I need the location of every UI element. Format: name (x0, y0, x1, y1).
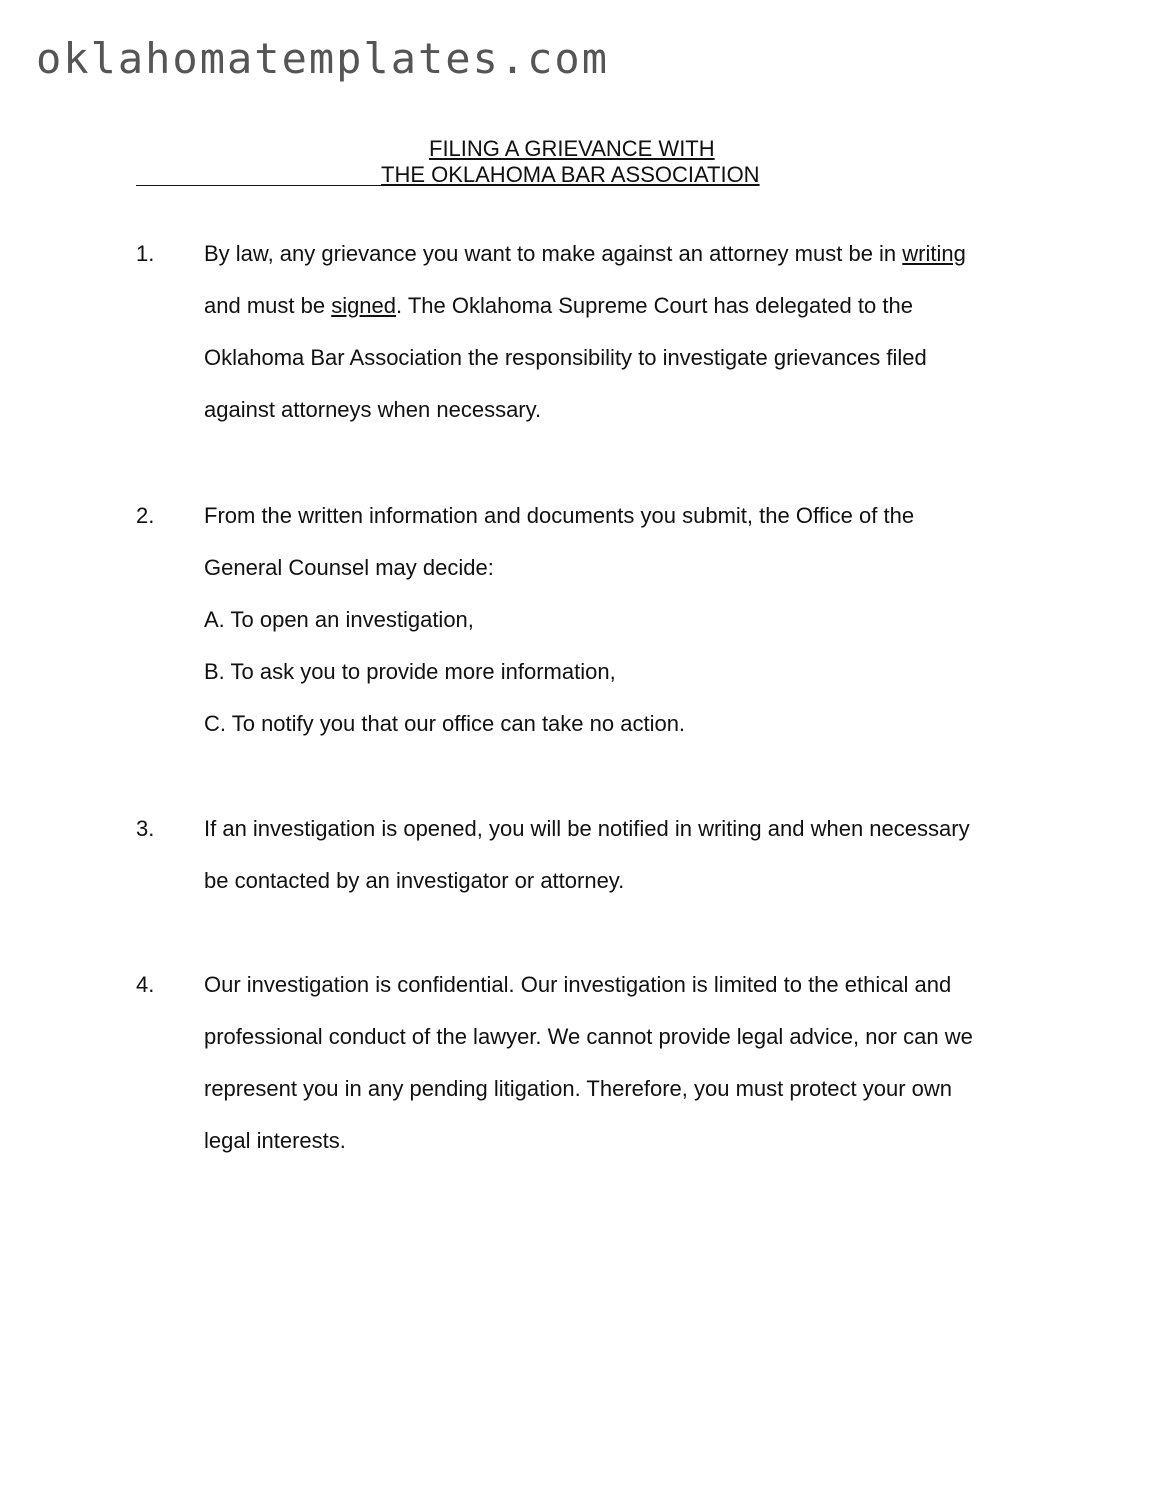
text-run: . The Oklahoma Supreme Court has delegated to the (396, 293, 913, 318)
title-line-1: FILING A GRIEVANCE WITH (429, 136, 715, 161)
item-line: Oklahoma Bar Association the responsibility to investigate grievances filed (204, 345, 927, 370)
site-watermark: oklahomatemplates.com (36, 34, 610, 83)
item-number: 2. (136, 503, 155, 528)
item-line: If an investigation is opened, you will be notified in writing and when necessary (204, 816, 970, 841)
option-b: B. To ask you to provide more information, (204, 659, 616, 684)
list-item-4 (136, 959, 1036, 1167)
underlined-word-signed: signed (331, 293, 397, 318)
item-text (204, 959, 1036, 1167)
item-number: 1. (136, 241, 155, 266)
text-run: By law, any grievance you want to make against an attorney must be in (204, 241, 903, 266)
item-line: General Counsel may decide: (204, 555, 494, 580)
item-number: 4. (136, 972, 155, 997)
item-line: be contacted by an investigator or attorney. (204, 868, 625, 893)
list-item-1 (136, 228, 1036, 436)
item-line (204, 228, 1036, 280)
item-text (204, 490, 1036, 750)
item-number: 3. (136, 816, 155, 841)
title-line-2: THE OKLAHOMA BAR ASSOCIATION (381, 162, 760, 187)
option-a: A. To open an investigation, (204, 607, 474, 632)
text-run: and must be (204, 293, 332, 318)
item-line: legal interests. (204, 1128, 346, 1153)
item-line: represent you in any pending litigation. Therefore, you must protect your own (204, 1076, 953, 1101)
underlined-word-writing: writing (902, 241, 966, 266)
option-c: C. To notify you that our office can take no action. (204, 711, 686, 736)
item-text (204, 228, 1036, 436)
title-rule (136, 185, 381, 186)
list-item-2 (136, 490, 1036, 750)
item-line: against attorneys when necessary. (204, 397, 542, 422)
item-line: professional conduct of the lawyer. We cannot provide legal advice, nor can we (204, 1024, 973, 1049)
item-line: From the written information and documents you submit, the Office of the (204, 503, 915, 528)
item-line: Our investigation is confidential. Our investigation is limited to the ethical and (204, 972, 952, 997)
item-line (204, 280, 1036, 332)
list-item-3 (136, 803, 1036, 907)
item-text (204, 803, 1036, 907)
